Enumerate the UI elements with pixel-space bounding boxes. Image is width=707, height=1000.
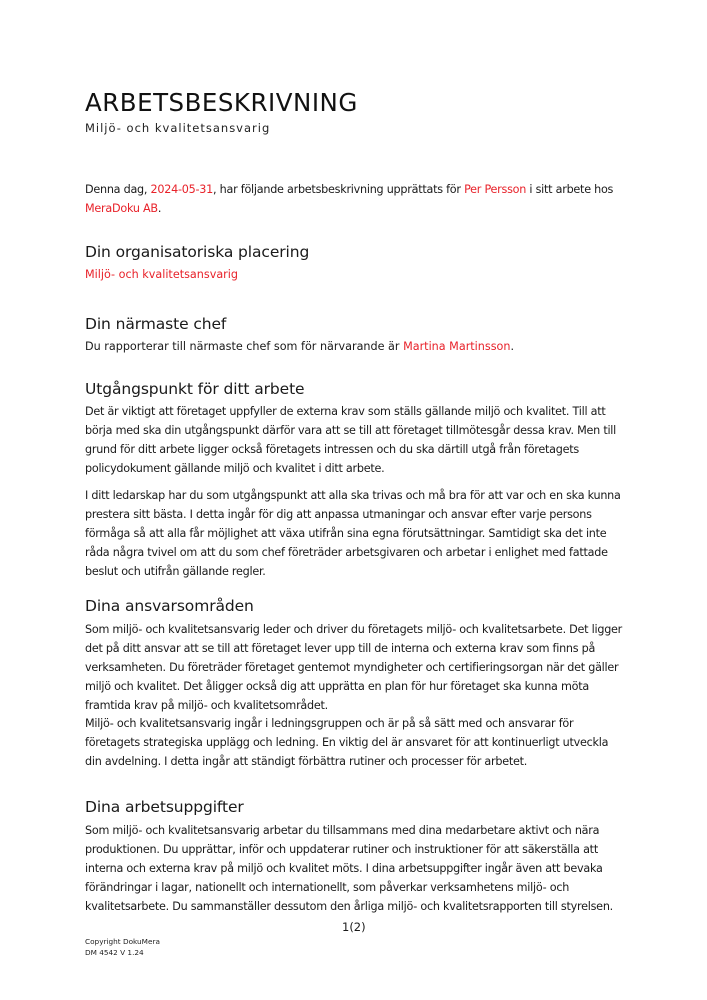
- section-heading-tasks: Dina arbetsuppgifter: [85, 798, 244, 816]
- intro-text: i sitt arbete hos: [526, 183, 614, 196]
- page-number: 1(2): [342, 920, 366, 934]
- intro-text: , har följande arbetsbeskrivning upprättats för: [213, 183, 465, 196]
- document-subtitle: Miljö- och kvalitetsansvarig: [85, 121, 271, 135]
- tasks-paragraph-1: Som miljö- och kvalitetsansvarig arbetar du tillsammans med dina medarbetare aktivt och nära produktionen. Du upprättar, inför och uppdaterar rutiner och instruktioner för att säkerställa att interna och externa krav på miljö och kvalitet möts. I dina arbetsuppgifter ingår även att bevaka förändringar i lagar, nationellt och internationellt, som påverkar verksamhetens miljö- och kvalitetsarbete. Du sammanställer dessutom den årliga miljö- och kvalitetsrapporten till styrelsen.: [85, 824, 613, 913]
- section-heading-manager: Din närmaste chef: [85, 315, 227, 333]
- manager-name-field: Martina Martinsson: [403, 340, 511, 353]
- manager-text: Du rapporterar till närmaste chef som för närvarande är: [85, 340, 404, 353]
- intro-text: .: [157, 202, 162, 215]
- company-name-field: MeraDoku AB: [85, 202, 158, 215]
- footer-copyright: Copyright DokuMera: [85, 937, 160, 946]
- responsibilities-paragraph-2: Miljö- och kvalitetsansvarig ingår i ledningsgruppen och är på så sätt med och ansvarar för företagets strategiska upplägg och ledning. En viktig del är ansvaret för att kontinuerligt utveckla din avdelning. I detta ingår att ständigt förbättra rutiner och processer för arbetet.: [85, 717, 609, 768]
- date-field: 2024-05-31: [150, 183, 214, 196]
- section-heading-placement: Din organisatoriska placering: [85, 243, 310, 261]
- placement-value: Miljö- och kvalitetsansvarig: [85, 268, 238, 281]
- section-heading-basis: Utgångspunkt för ditt arbete: [85, 380, 305, 398]
- basis-paragraph-2: I ditt ledarskap har du som utgångspunkt att alla ska trivas och må bra för att var och en ska kunna prestera sitt bästa. I detta ingår för dig att anpassa utmaningar och ansvar efter varje persons förmåga så att alla får möjlighet att växa utifrån sina egna förutsättningar. Samtidigt ska det inte råda några tvivel om att du som chef företräder arbetsgivaren och arbetar i enlighet med fattade beslut och utifrån gällande regler.: [85, 489, 621, 578]
- section-heading-responsibilities: Dina ansvarsområden: [85, 597, 254, 615]
- manager-text: .: [510, 340, 515, 353]
- responsibilities-paragraph-1: Som miljö- och kvalitetsansvarig leder och driver du företagets miljö- och kvalitetsarbete. Det ligger det på ditt ansvar att se till att företaget lever upp till de interna och externa krav som finns på verksamheten. Du företräder företaget gentemot myndigheter och certifieringsorgan när det gäller miljö och kvalitet. Det åligger också dig att upprätta en plan för hur företaget ska kunna möta framtida krav på miljö- och kvalitetsområdet.: [85, 623, 623, 712]
- basis-paragraph-1: Det är viktigt att företaget uppfyller de externa krav som ställs gällande miljö och kvalitet. Till att börja med ska din utgångspunkt därför vara att se till att företaget tillmötesgår dessa krav. Men till grund för ditt arbete ligger också företagets intressen och du ska därtill utgå från företagets policydokument gällande miljö och kvalitet i ditt arbete.: [85, 405, 617, 475]
- document-title: ARBETSBESKRIVNING: [85, 88, 358, 117]
- manager-paragraph: [85, 337, 625, 356]
- intro-paragraph: [85, 180, 625, 218]
- footer: [85, 936, 160, 958]
- intro-text: Denna dag,: [85, 183, 151, 196]
- employee-name-field: Per Persson: [464, 183, 527, 196]
- footer-doc-id: DM 4542 V 1.24: [85, 948, 144, 957]
